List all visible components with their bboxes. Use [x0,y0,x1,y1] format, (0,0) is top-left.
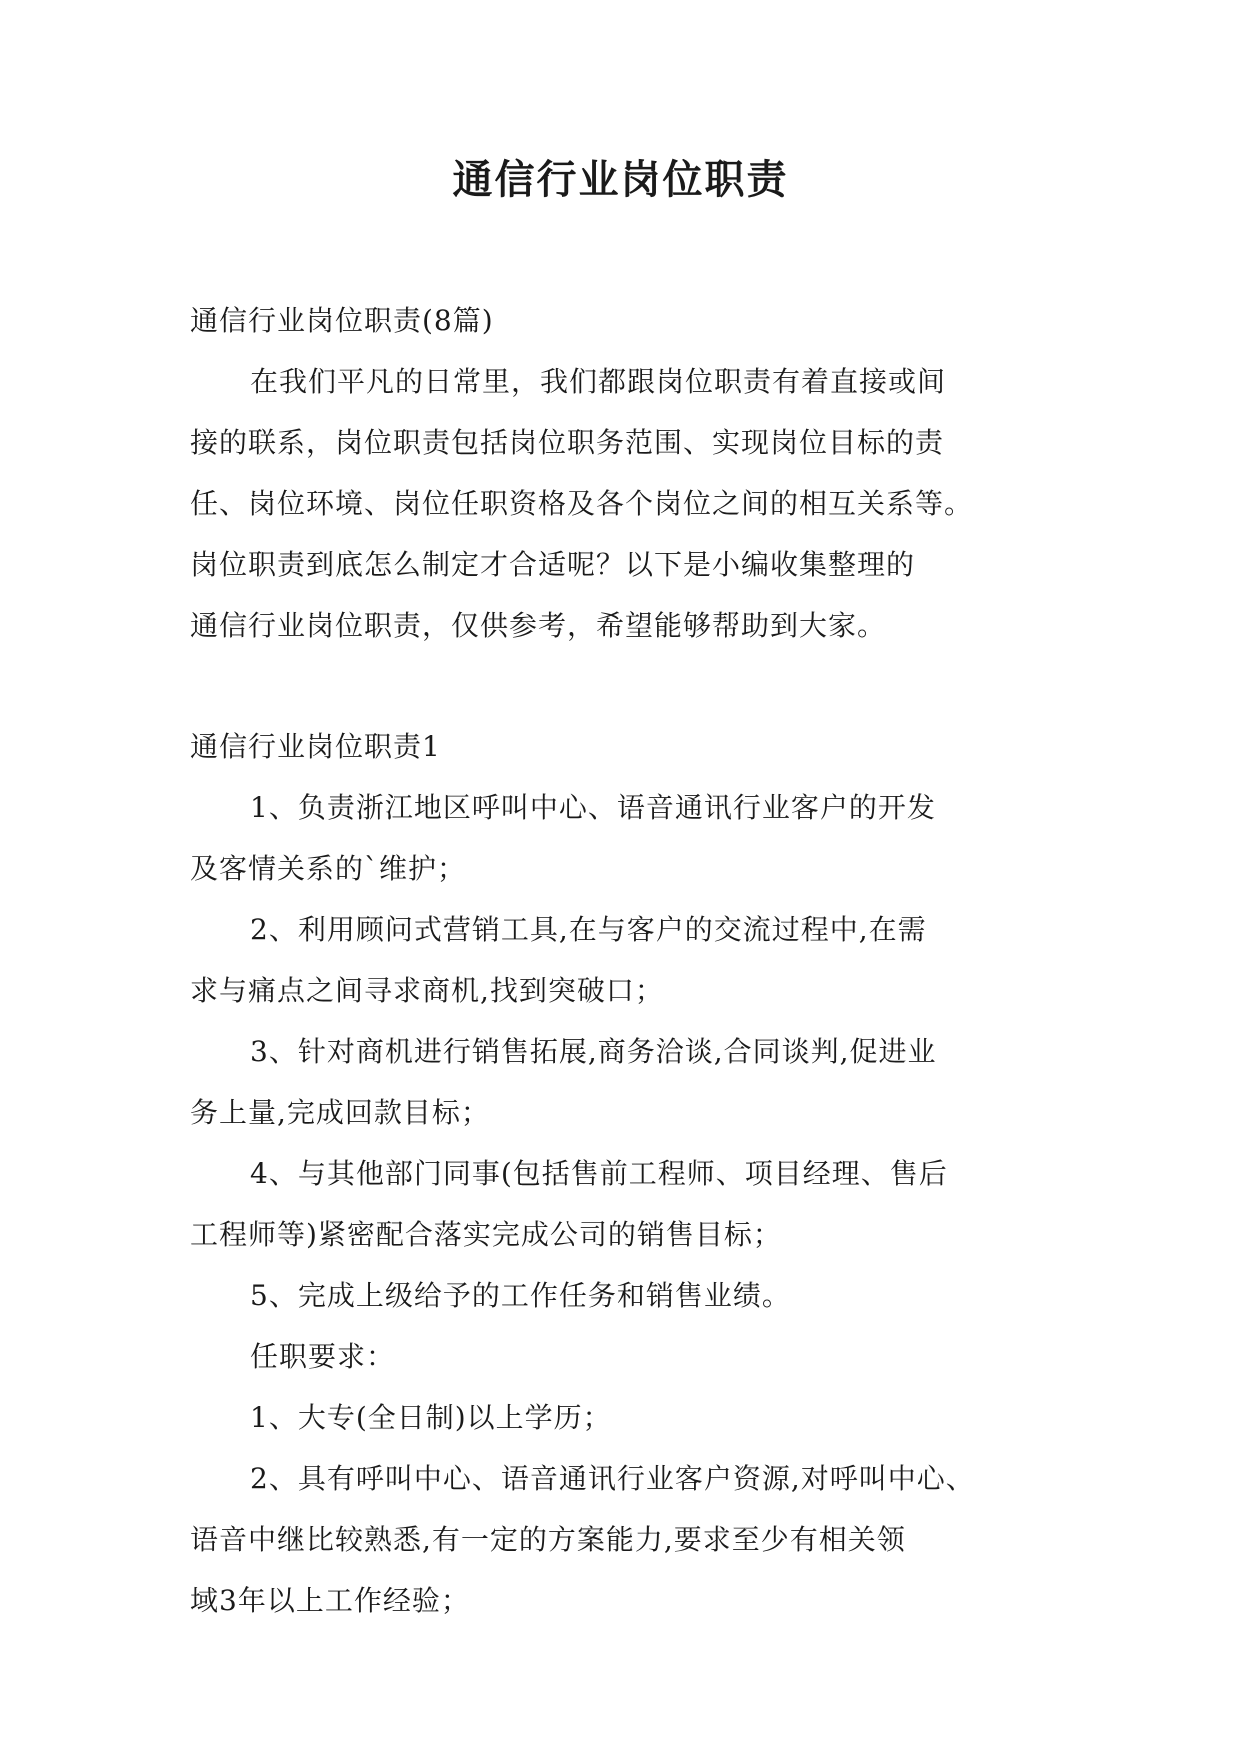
section-line: 求与痛点之间寻求商机,找到突破口； [190,974,664,1007]
document-title: 通信行业岗位职责 [452,156,789,203]
intro-line: 在我们平凡的日常里，我们都跟岗位职责有着直接或间 [250,365,947,398]
section-line: 务上量,完成回款目标； [190,1096,490,1129]
section-spacer [190,656,1050,716]
section-line: 语音中继比较熟悉,有一定的方案能力,要求至少有相关领 [190,1523,906,1556]
section-body [190,777,1050,1631]
subtitle: 通信行业岗位职责(8篇) [190,304,494,337]
intro-paragraph [190,351,1050,656]
section-line: 2、具有呼叫中心、语音通讯行业客户资源,对呼叫中心、 [250,1462,975,1495]
intro-line: 接的联系，岗位职责包括岗位职务范围、实现岗位目标的责 [190,426,945,459]
section-line: 工程师等)紧密配合落实完成公司的销售目标； [190,1218,782,1251]
intro-line: 任、岗位环境、岗位任职资格及各个岗位之间的相互关系等。 [190,487,974,520]
section-line: 5、完成上级给予的工作任务和销售业绩。 [250,1279,791,1312]
section-line: 2、利用顾问式营销工具,在与客户的交流过程中,在需 [250,913,927,946]
section-line: 3、针对商机进行销售拓展,商务洽谈,合同谈判,促进业 [250,1035,937,1068]
section-line: 1、负责浙江地区呼叫中心、语音通讯行业客户的开发 [250,791,936,824]
section-heading: 通信行业岗位职责1 [190,730,441,763]
document-body [190,290,1050,1631]
intro-line: 通信行业岗位职责，仅供参考，希望能够帮助到大家。 [190,609,887,642]
intro-line: 岗位职责到底怎么制定才合适呢？以下是小编收集整理的 [190,548,916,581]
section-line: 1、大专(全日制)以上学历； [250,1401,612,1434]
requirements-heading: 任职要求： [250,1340,396,1373]
section-line: 域3年以上工作经验； [190,1584,470,1617]
section-line: 及客情关系的`维护； [190,852,467,885]
section-line: 4、与其他部门同事(包括售前工程师、项目经理、售后 [250,1157,948,1190]
